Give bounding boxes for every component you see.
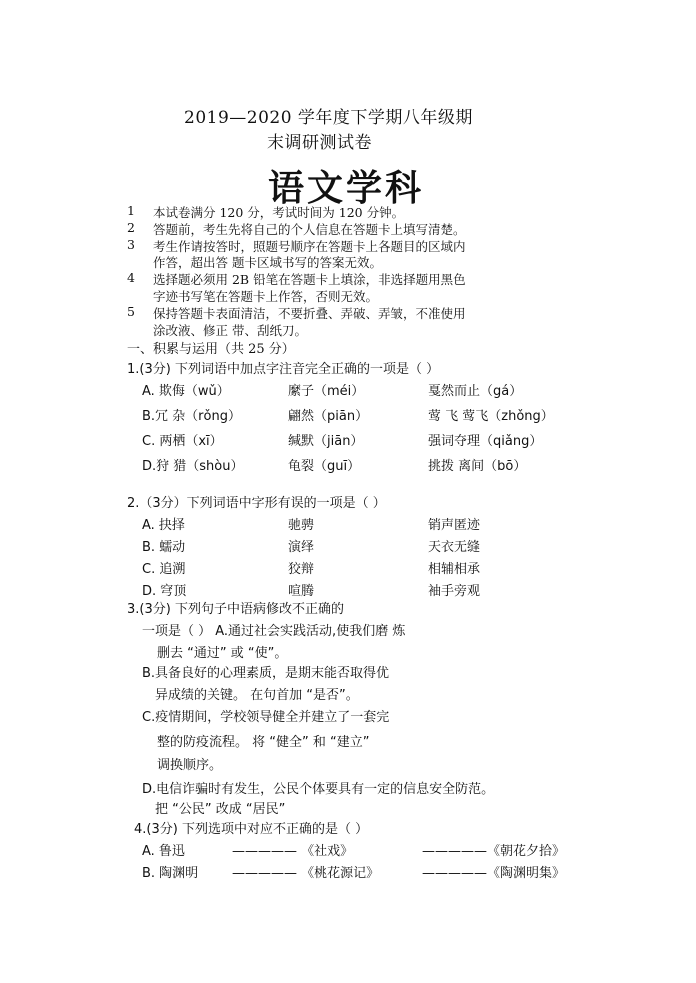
question-line: 一项是（ ） A.通过社会实践活动,使我们磨 炼 (142, 624, 406, 639)
option-cell: 天衣无缝 (428, 540, 481, 555)
option-cell: B. 蠕动 (142, 540, 186, 555)
instruction-number: 4 (127, 270, 135, 285)
instruction-number: 5 (127, 304, 135, 319)
option-cell: C. 两栖（xī） (142, 434, 223, 449)
subject-heading: 语文学科 (268, 167, 425, 209)
question-stem: 3.(3分) 下列句子中语病修改不正确的 (127, 602, 344, 617)
instruction-text: 保持答题卡表面清洁，不要折叠、弄破、弄皱，不准使用 (153, 306, 466, 321)
option-cell: A. 鲁迅 (142, 844, 185, 859)
option-cell: 演绎 (288, 540, 315, 555)
question-line: C.疫情期间，学校领导健全并建立了一套完 (142, 710, 390, 725)
option-cell: A. 抉择 (142, 518, 185, 533)
option-cell: 喧腾 (288, 584, 315, 599)
doc-title-line1: 2019—2020 学年度下学期八年级期 (184, 108, 473, 128)
option-cell: —————《陶渊明集》 (422, 866, 566, 881)
option-cell: 销声匿迹 (428, 518, 481, 533)
question-stem: 1.(3分) 下列词语中加点字注音完全正确的一项是（ ） (127, 362, 440, 377)
option-cell: 相辅相承 (428, 562, 481, 577)
option-cell: B. 陶渊明 (142, 866, 199, 881)
question-stem: 2.（3分）下列词语中字形有误的一项是（ ） (127, 496, 386, 511)
question-line: 整的防疫流程。 将 “健全” 和 “建立” (157, 735, 370, 750)
question-stem: 4.(3分) 下列选项中对应不正确的是（ ） (134, 822, 369, 837)
option-cell: D. 穹顶 (142, 584, 187, 599)
option-cell: A. 欺侮（wǔ） (142, 384, 230, 399)
option-cell: 龟裂（guī） (288, 459, 361, 474)
option-cell: C. 追溯 (142, 562, 186, 577)
instruction-number: 2 (127, 220, 135, 235)
option-cell: ————— 《桃花源记》 (232, 866, 380, 881)
option-cell: 挑拨 离间（bō） (428, 459, 527, 474)
question-line: D.电信诈骗时有发生，公民个体要具有一定的信息安全防范。 (142, 782, 495, 797)
option-cell: ————— 《社戏》 (232, 844, 354, 859)
option-cell: B.冗 杂（rǒng） (142, 409, 241, 424)
instruction-text: 本试卷满分 120 分，考试时间为 120 分钟。 (153, 205, 405, 220)
instruction-number: 3 (127, 237, 135, 252)
option-cell: 强词夺理（qiǎng） (428, 434, 543, 449)
option-cell: 莺 飞 莺飞（zhǒng） (428, 409, 554, 424)
option-cell: 狡辩 (288, 562, 315, 577)
option-cell: 袖手旁观 (428, 584, 481, 599)
instruction-text: 答题前，考生先将自己的个人信息在答题卡上填写清楚。 (153, 222, 466, 237)
instruction-number: 1 (127, 203, 135, 218)
question-line: 异成绩的关键。 在句首加 “是否”。 (155, 688, 359, 703)
option-cell: 翩然（piān） (288, 409, 369, 424)
question-line: 调换顺序。 (157, 758, 223, 773)
option-cell: D.狩 猎（shòu） (142, 459, 244, 474)
option-cell: —————《朝花夕拾》 (422, 844, 566, 859)
question-line: 删去 “通过” 或 “使”。 (157, 646, 288, 661)
instruction-text: 考生作请按答时，照题号顺序在答题卡上各题目的区域内 (153, 239, 466, 254)
instruction-text-cont: 作答，超出答 题卡区域书写的答案无效。 (153, 255, 382, 270)
doc-title-line2: 末调研测试卷 (267, 133, 372, 153)
section-heading: 一、积累与运用（共 25 分） (127, 342, 295, 357)
question-line: B.具备良好的心理素质，是期末能否取得优 (142, 666, 390, 681)
option-cell: 驰骋 (288, 518, 315, 533)
instruction-text-cont: 涂改液、修正 带、刮纸刀。 (153, 323, 307, 338)
option-cell: 戛然而止（gá） (428, 384, 523, 399)
instruction-text: 选择题必须用 2B 铅笔在答题卡上填涂，非选择题用黑色 (153, 272, 466, 287)
question-line: 把 “公民” 改成 “居民” (155, 802, 286, 817)
option-cell: 缄默（jiān） (288, 434, 364, 449)
instruction-text-cont: 字迹书写笔在答题卡上作答，否则无效。 (153, 289, 379, 304)
option-cell: 縻子（méi） (288, 384, 365, 399)
